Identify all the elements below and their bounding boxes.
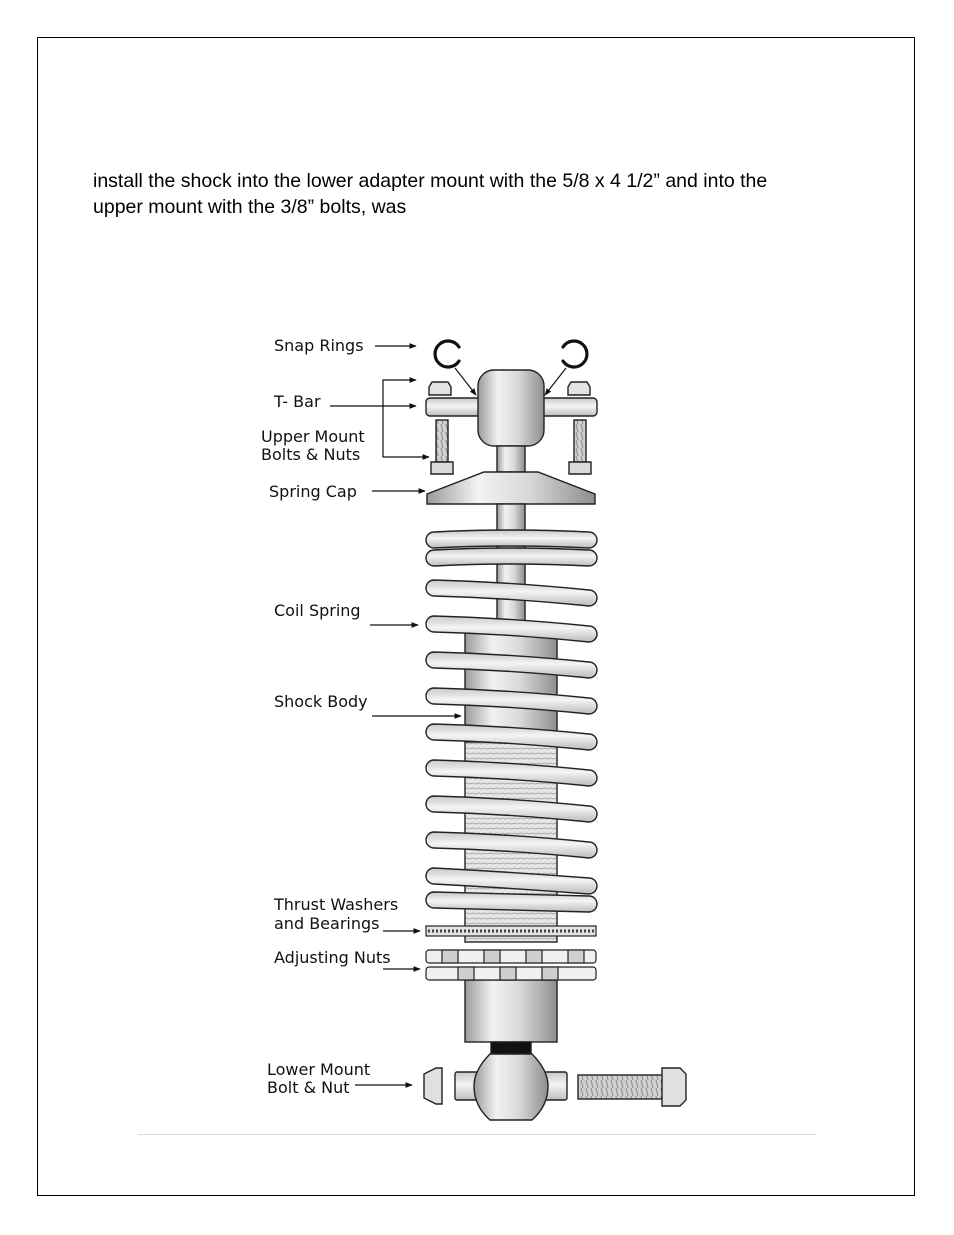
- lower-bolt-head: [662, 1068, 686, 1106]
- upper-mount: [426, 370, 597, 474]
- instruction-line-1: install the shock into the lower adapter mount with the 5/8 x 4 1/2” and into the: [93, 170, 768, 192]
- label-adjusting-nuts: Adjusting Nuts: [274, 948, 391, 967]
- lower-eyelet: [474, 1054, 548, 1120]
- label-lower-mount-2: Bolt & Nut: [267, 1078, 350, 1097]
- label-upper-mount-1: Upper Mount: [261, 427, 365, 446]
- shock-lower-body: [465, 980, 557, 1042]
- label-spring-cap: Spring Cap: [269, 482, 357, 501]
- footer-rule: [138, 1134, 816, 1135]
- upper-eyelet: [478, 370, 544, 446]
- snap-rings: [435, 341, 587, 367]
- upper-nut-left: [429, 382, 451, 395]
- snap-ring-left: [435, 341, 459, 367]
- label-upper-mount-2: Bolts & Nuts: [261, 445, 361, 464]
- label-t-bar: T- Bar: [274, 392, 321, 411]
- label-snap-rings: Snap Rings: [274, 336, 364, 355]
- snap-ring-right: [563, 341, 587, 367]
- lower-mount: [424, 1054, 686, 1120]
- upper-bolt-right: [574, 420, 586, 462]
- instruction-line-2: upper mount with the 3/8” bolts, was: [93, 196, 407, 218]
- lower-bushing: [491, 1042, 531, 1054]
- spring-cap: [427, 472, 595, 504]
- upper-bolt-left: [436, 420, 448, 462]
- adjusting-nuts: [426, 950, 596, 980]
- label-shock-body: Shock Body: [274, 692, 368, 711]
- lower-nut: [424, 1068, 442, 1104]
- thrust-washers: [426, 926, 596, 936]
- lower-bolt-shank: [578, 1075, 666, 1099]
- label-lower-mount-1: Lower Mount: [267, 1060, 371, 1079]
- label-thrust-washers-2: and Bearings: [274, 914, 380, 933]
- label-thrust-washers-1: Thrust Washers: [274, 895, 399, 914]
- label-coil-spring: Coil Spring: [274, 601, 361, 620]
- upper-nut-right: [568, 382, 590, 395]
